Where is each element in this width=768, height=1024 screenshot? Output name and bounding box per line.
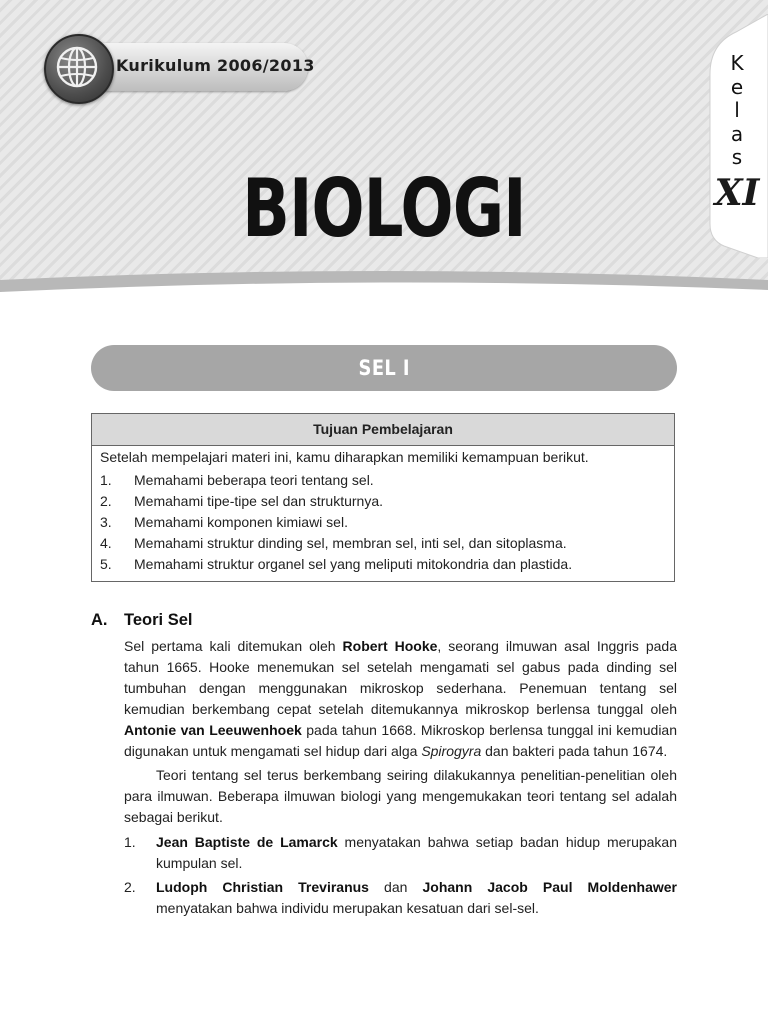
section-letter: A. xyxy=(91,611,108,629)
list-item-text: Memahami struktur organel sel yang meliputi mitokondria dan plastida. xyxy=(134,556,573,572)
scientist-name: Johann Jacob Paul Moldenhawer xyxy=(422,879,677,895)
paragraph-2: Teori tentang sel terus berkembang seiring dilakukannya penelitian-penelitian oleh para ilmuwan. Beberapa ilmuwan biologi yang mengemukakan teori tentang sel adalah sebagai berikut. xyxy=(124,767,677,825)
text-run: dan bakteri pada tahun 1674. xyxy=(481,743,668,759)
scientist-name: Robert Hooke xyxy=(342,638,438,654)
text-run: Sel pertama kali ditemukan oleh xyxy=(124,638,343,654)
text-run: dan xyxy=(368,879,423,895)
text-run: pada tahun 1668. Mikroskop berlensa tunggal ini kemudian digunakan untuk mengamati sel hidup dari alga xyxy=(124,722,677,759)
class-letter: K xyxy=(730,51,744,75)
chapter-banner xyxy=(91,345,677,391)
learning-objectives-box xyxy=(91,413,675,582)
scientist-name: Ludoph Christian Treviranus xyxy=(156,879,369,895)
list-item xyxy=(100,533,572,554)
list-item xyxy=(100,512,572,533)
list-item xyxy=(124,877,677,919)
paragraph-1 xyxy=(124,636,677,762)
list-item-number: 1. xyxy=(100,472,112,488)
list-item-number: 2. xyxy=(100,493,112,509)
list-item-number: 4. xyxy=(100,535,112,551)
objectives-heading: Tujuan Pembelajaran xyxy=(92,414,674,446)
list-item-number: 2. xyxy=(124,879,136,895)
list-item xyxy=(124,832,677,874)
list-item-number: 3. xyxy=(100,514,112,530)
text-run: menyatakan bahwa individu merupakan kesatuan dari sel-sel. xyxy=(156,900,539,916)
scientist-name: Jean Baptiste de Lamarck xyxy=(156,834,338,850)
list-item xyxy=(100,491,572,512)
text-run: menyatakan bahwa setiap badan hidup merupakan kumpulan sel. xyxy=(156,834,677,871)
subject-title: BIOLOGI xyxy=(242,162,526,255)
class-grade: XI xyxy=(714,172,760,214)
header-divider-band xyxy=(0,268,768,296)
list-item-number: 1. xyxy=(124,834,136,850)
list-item xyxy=(100,470,572,491)
class-letter: a xyxy=(730,121,744,146)
species-name: Spirogyra xyxy=(421,743,482,759)
globe-icon xyxy=(44,34,114,104)
chapter-title: SEL I xyxy=(358,356,410,380)
class-letter: e xyxy=(730,74,744,99)
list-item xyxy=(100,554,572,575)
class-letter: l xyxy=(734,98,740,122)
objectives-list xyxy=(100,470,572,575)
list-item-text: Memahami komponen kimiawi sel. xyxy=(134,514,348,530)
scientist-name: Antonie van Leeuwenhoek xyxy=(124,722,302,738)
curriculum-label: Kurikulum 2006/2013 xyxy=(116,56,315,75)
list-item-text: Memahami beberapa teori tentang sel. xyxy=(134,472,374,488)
scientists-list xyxy=(124,832,677,919)
list-item-text: Memahami struktur dinding sel, membran sel, inti sel, dan sitoplasma. xyxy=(134,535,567,551)
list-item-number: 5. xyxy=(100,556,112,572)
class-label xyxy=(718,52,756,170)
objectives-intro: Setelah mempelajari materi ini, kamu diharapkan memiliki kemampuan berikut. xyxy=(100,449,589,465)
class-letter: s xyxy=(731,145,743,169)
section-title: Teori Sel xyxy=(124,611,193,629)
list-item-text: Memahami tipe-tipe sel dan strukturnya. xyxy=(134,493,383,509)
text-run: , seorang ilmuwan asal Inggris pada tahun 1665. Hooke menemukan sel setelah mengamati sel gabus pada dinding sel tumbuhan dengan menggunakan mikroskop sederhana. Penemuan tentang sel kemudian berkembang cepat setelah ditemukannya mikroskop berlensa tunggal oleh xyxy=(124,638,677,717)
